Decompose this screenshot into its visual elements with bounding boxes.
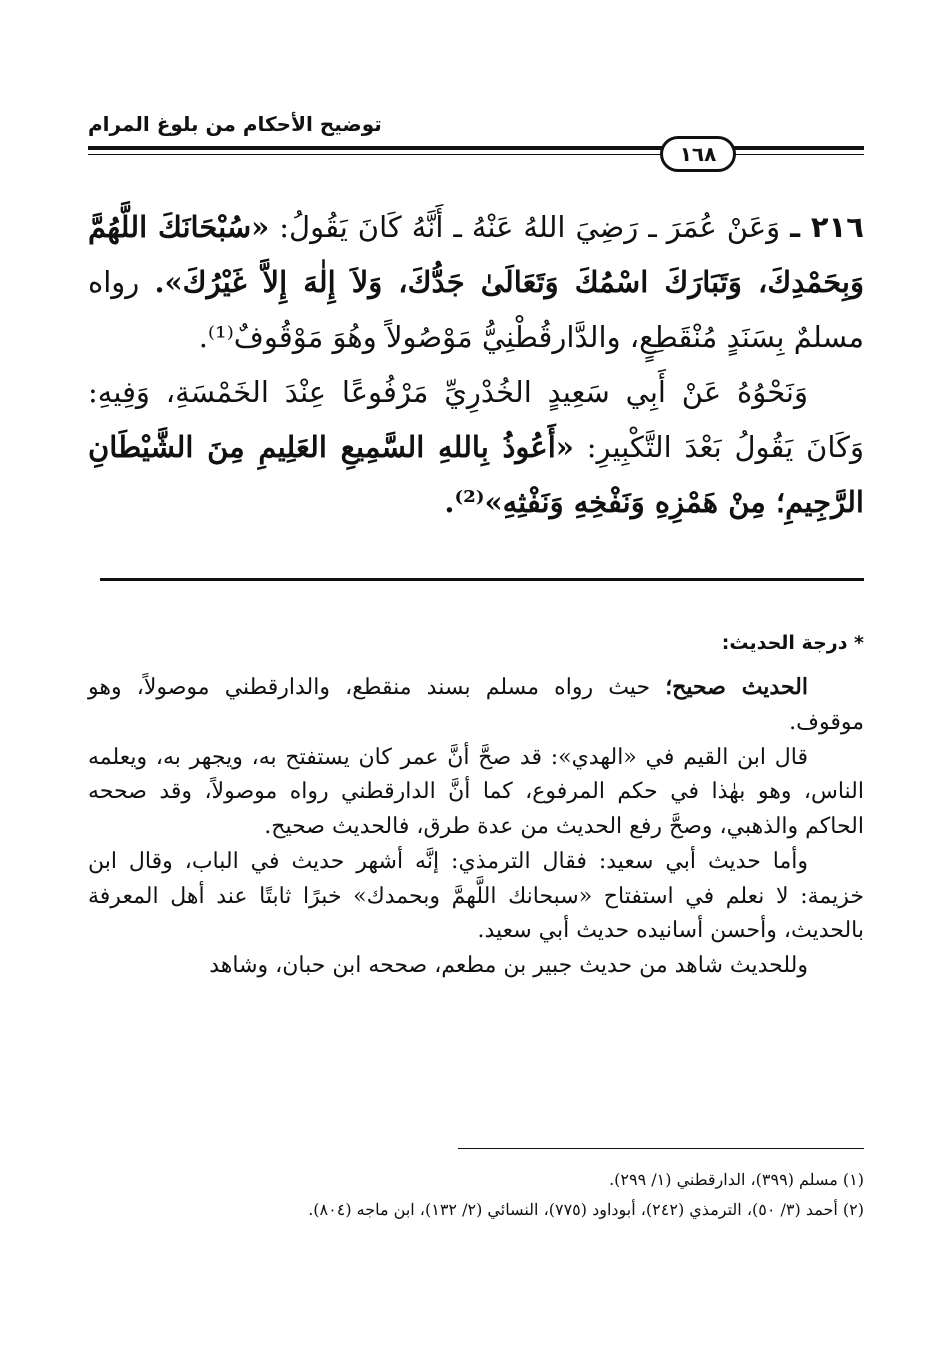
running-header-title: توضيح الأحكام من بلوغ المرام: [88, 112, 382, 136]
hadith-narration: رواه مسلمٌ بِسَنَدٍ مُنْقَطِعٍ، والدَّارقُطْنِيُّ مَوْصُولاً وهُوَ مَوْقُوفٌ⁽¹⁾.: [88, 265, 864, 355]
commentary-paragraph-2: قال ابن القيم في «الهدي»: قد صحَّ أنَّ عمر كان يستفتح به، ويجهر به، ويعلمه الناس، وهو بهٰذا في حكم المرفوع، كما أنَّ الدارقطني رواه موصولاً، وقد صححه الحاكم والذهبي، وصحَّ رفع الحديث من عدة طرق، فالحديث صحيح.: [88, 744, 864, 839]
hadith-second-intro: وَنَحْوُهُ عَنْ أَبِي سَعِيدٍ الخُدْرِيِّ مَرْفُوعًا عِنْدَ الخَمْسَةِ، وَفِيهِ: وَكَانَ يَقُولُ بَعْدَ التَّكْبِيرِ:: [88, 375, 864, 465]
hadith-number: ٢١٦ ـ: [790, 210, 865, 244]
commentary-paragraph-3: وأما حديث أبي سعيد: فقال الترمذي: إنَّه أشهر حديث في الباب، وقال ابن خزيمة: لا نعلم في استفتاح «سبحانك اللَّهمَّ وبحمدك» خبرًا ثابتًا عند أهل المعرفة بالحديث، وأحسن أسانيده حديث أبي سعيد.: [88, 848, 864, 944]
commentary-block: [88, 670, 864, 984]
footnote-1: (١) مسلم (٣٩٩)، الدارقطني (١/ ٢٩٩).: [609, 1170, 864, 1189]
header-rule-thick: [88, 146, 864, 150]
commentary-paragraph-4: وللحديث شاهد من حديث جبير بن مطعم، صححه ابن حبان، وشاهد: [209, 953, 808, 978]
hadith-intro: وَعَنْ عُمَرَ ـ رَضِيَ اللهُ عَنْهُ ـ أَنَّهُ كَانَ يَقُولُ:: [279, 210, 781, 244]
footnote-divider: [458, 1148, 864, 1149]
hadith-second-paragraph: [88, 365, 864, 530]
header-rule-thin: [88, 154, 864, 155]
commentary-paragraph-1: [88, 670, 864, 741]
hadith-paragraph: [88, 200, 864, 365]
footnote-2: (٢) أحمد (٣/ ٥٠)، الترمذي (٢٤٢)، أبوداود (٧٧٥)، النسائي (٢/ ١٣٢)، ابن ماجه (٨٠٤).: [308, 1200, 864, 1219]
grade-label: الحديث صحيح؛: [665, 674, 808, 700]
section-divider: [100, 578, 864, 581]
grade-text: حيث رواه مسلم بسند منقطع، والدارقطني موصولاً، وهو موقوف.: [88, 675, 864, 735]
hadith-text: «سُبْحَانَكَ اللَّهُمَّ وَبِحَمْدِكَ، وَتَبَارَكَ اسْمُكَ وَتَعَالَىٰ جَدُّكَ، وَلاَ إِلٰهَ إِلاَّ غَيْرُكَ».: [88, 210, 865, 300]
section-heading: * درجة الحديث:: [721, 632, 864, 654]
page-number: ١٦٨: [660, 136, 736, 172]
hadith-second-text: «أَعُوذُ بِاللهِ السَّمِيعِ العَلِيمِ مِنَ الشَّيْطَانِ الرَّجِيمِ؛ مِنْ هَمْزِهِ وَنَفْخِهِ وَنَفْثِهِ»⁽²⁾.: [88, 430, 864, 520]
footnotes: [88, 1166, 864, 1226]
hadith-block: [88, 200, 864, 531]
